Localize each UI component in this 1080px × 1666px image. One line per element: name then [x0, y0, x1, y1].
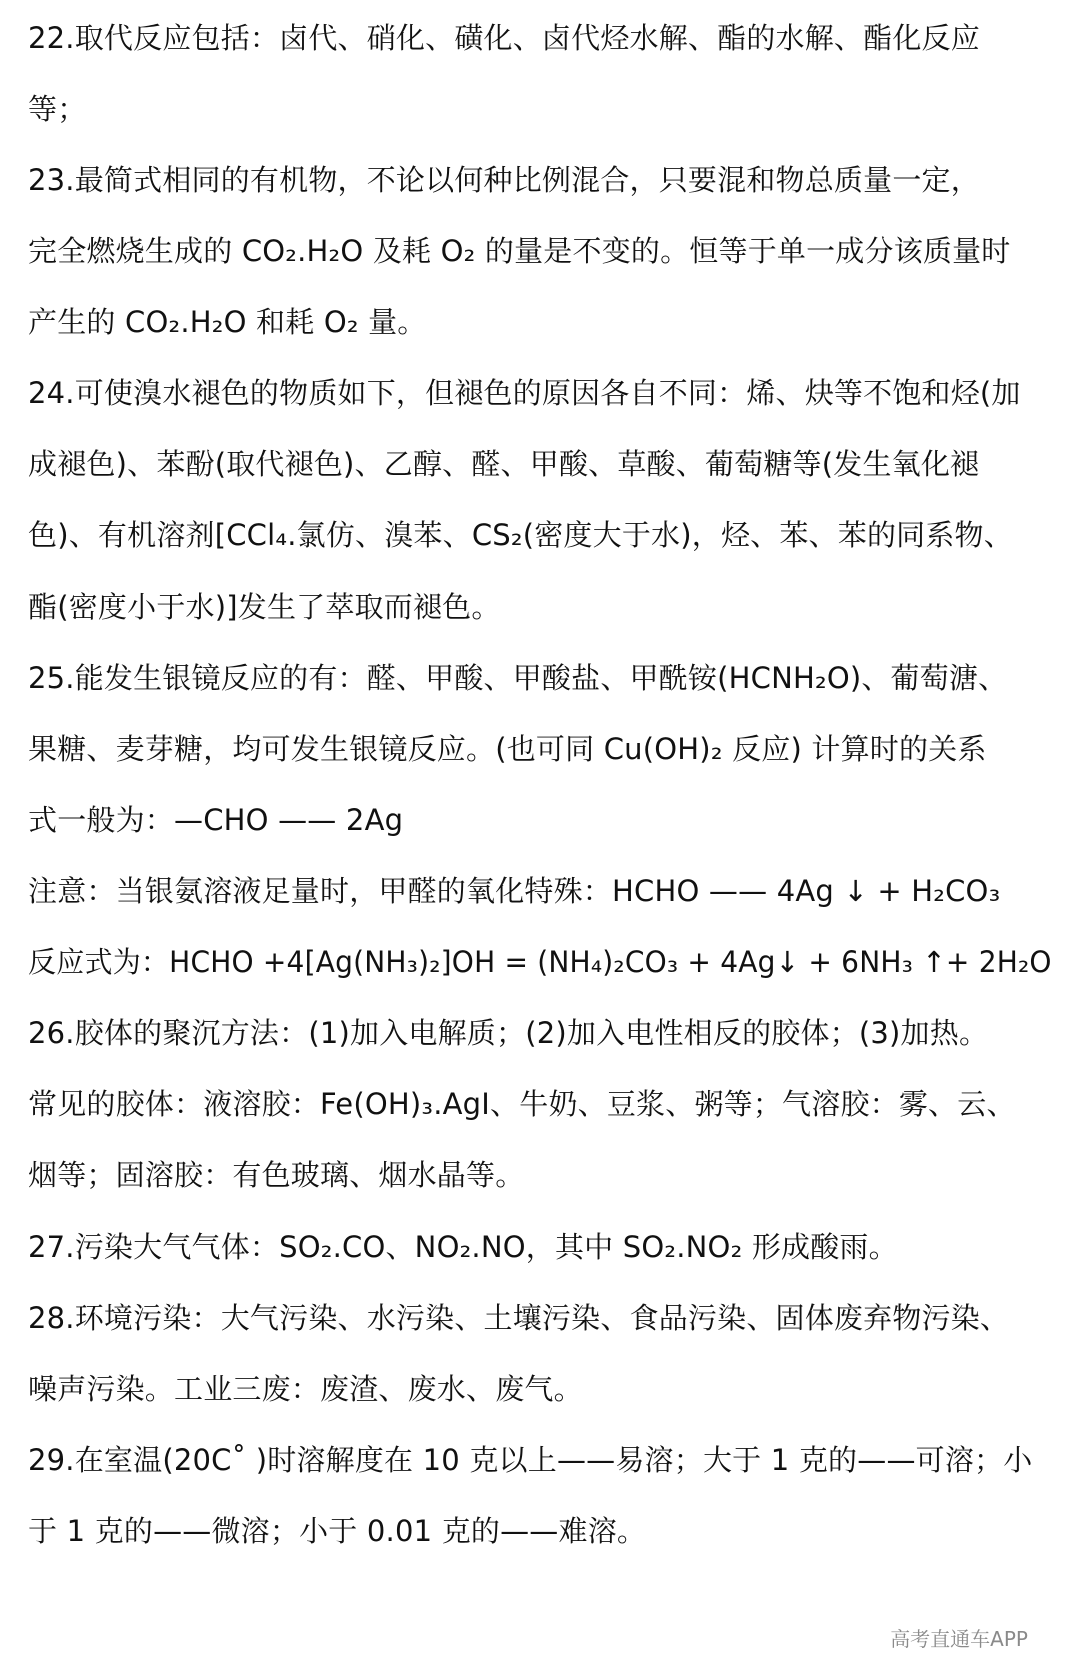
- text-line: 29.在室温(20C˚ )时溶解度在 10 克以上——易溶；大于 1 克的——可溶；小: [28, 1443, 1033, 1477]
- text-line: 等；: [28, 92, 87, 126]
- text-line: 噪声污染。工业三废：废渣、废水、废气。: [28, 1372, 583, 1406]
- text-line: 酯(密度小于水)]发生了萃取而褪色。: [28, 590, 501, 624]
- text-line: 果糖、麦芽糖，均可发生银镜反应。(也可同 Cu(OH)₂ 反应) 计算时的关系: [28, 732, 987, 766]
- text-line: 注意：当银氨溶液足量时，甲醛的氧化特殊：HCHO —— 4Ag ↓ + H₂CO₃: [28, 874, 1001, 908]
- text-line: 27.污染大气气体：SO₂.CO、NO₂.NO，其中 SO₂.NO₂ 形成酸雨。: [28, 1230, 898, 1264]
- text-line: 色)、有机溶剂[CCl₄.氯仿、溴苯、CS₂(密度大于水)，烃、苯、苯的同系物、: [28, 518, 1013, 552]
- text-line: 常见的胶体：液溶胶：Fe(OH)₃.AgI、牛奶、豆浆、粥等；气溶胶：雾、云、: [28, 1087, 1016, 1121]
- text-line: 26.胶体的聚沉方法：(1)加入电解质；(2)加入电性相反的胶体；(3)加热。: [28, 1016, 989, 1050]
- text-line: 25.能发生银镜反应的有：醛、甲酸、甲酸盐、甲酰铵(HCNH₂O)、葡萄溏、: [28, 661, 1008, 695]
- text-line: 烟等；固溶胶：有色玻璃、烟水晶等。: [28, 1158, 525, 1192]
- watermark: 高考直通车APP: [890, 1627, 1028, 1651]
- text-line: 28.环境污染：大气污染、水污染、土壤污染、食品污染、固体废弃物污染、: [28, 1301, 1010, 1335]
- text-line: 成褪色)、苯酚(取代褪色)、乙醇、醛、甲酸、草酸、葡萄糖等(发生氧化褪: [28, 447, 980, 481]
- text-line: 于 1 克的——微溶；小于 0.01 克的——难溶。: [28, 1514, 647, 1548]
- text-line: 23.最简式相同的有机物，不论以何种比例混合，只要混和物总质量一定，: [28, 163, 980, 197]
- text-line: 式一般为：—CHO —— 2Ag: [28, 803, 404, 837]
- text-line: 完全燃烧生成的 CO₂.H₂O 及耗 O₂ 的量是不变的。恒等于单一成分该质量时: [28, 234, 1011, 268]
- text-line: 22.取代反应包括：卤代、硝化、磺化、卤代烃水解、酯的水解、酯化反应: [28, 21, 980, 55]
- text-line: 24.可使溴水褪色的物质如下，但褪色的原因各自不同：烯、炔等不饱和烃(加: [28, 376, 1021, 410]
- text-line: 反应式为：HCHO +4[Ag(NH₃)₂]OH = (NH₄)₂CO₃ + 4Ag↓ + 6NH₃ ↑+ 2H₂O: [28, 945, 1052, 979]
- text-line: 产生的 CO₂.H₂O 和耗 O₂ 量。: [28, 305, 427, 339]
